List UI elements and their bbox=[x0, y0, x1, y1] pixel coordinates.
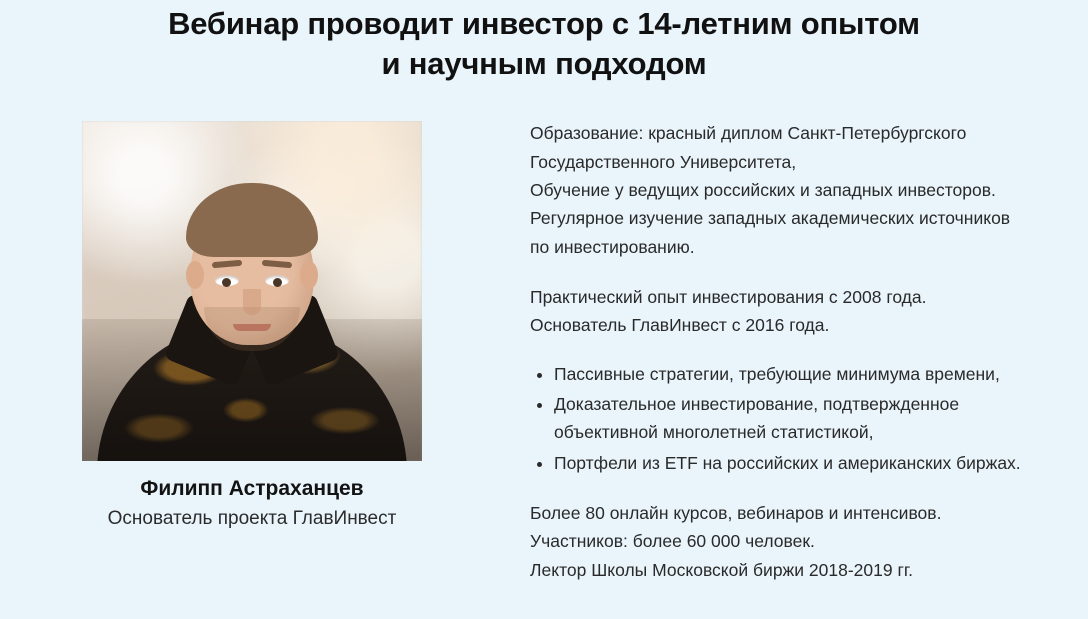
list-item: • Пассивные стратегии, требующие минимума времени, bbox=[554, 360, 1032, 388]
author-content bbox=[0, 83, 1088, 584]
author-bio bbox=[448, 113, 1032, 584]
portrait-nose bbox=[243, 289, 261, 315]
bio-experience bbox=[530, 283, 1032, 340]
bio-education-line-1: Образование: красный диплом Санкт-Петербургского bbox=[530, 123, 967, 144]
bio-education-line-3: Обучение у ведущих российских и западных инвесторов. bbox=[530, 180, 996, 201]
page-title-line-2: и научным подходом bbox=[381, 45, 707, 81]
bio-education-line-4: Регулярное изучение западных академических источников bbox=[530, 208, 1011, 229]
portrait-mouth bbox=[233, 324, 271, 331]
bio-education-line-5: по инвестированию. bbox=[530, 236, 695, 257]
page-title bbox=[0, 0, 1088, 83]
bio-bullet-list bbox=[530, 360, 1032, 477]
bio-education-line-2: Государственного Университета, bbox=[530, 151, 797, 172]
bio-stats-line-3: Лектор Школы Московской биржи 2018-2019 гг. bbox=[530, 559, 913, 580]
author-profile bbox=[56, 113, 448, 530]
bio-experience-line-1: Практический опыт инвестирования с 2008 года. bbox=[530, 287, 927, 308]
author-role: Основатель проекта ГлавИнвест bbox=[107, 508, 397, 530]
bio-stats-lines bbox=[530, 499, 1032, 584]
author-photo bbox=[82, 121, 422, 461]
bio-stats-line-2: Участников: более 60 000 человек. bbox=[530, 531, 815, 552]
page-title-line-1: Вебинар проводит инвестор с 14-летним опытом bbox=[168, 6, 920, 41]
bio-education bbox=[530, 119, 1032, 261]
list-item: • Портфели из ETF на российских и американских биржах. bbox=[554, 449, 1032, 477]
bio-stats-line-1: Более 80 онлайн курсов, вебинаров и интенсивов. bbox=[530, 503, 942, 524]
bio-stats bbox=[530, 499, 1032, 584]
author-name: Филипп Астраханцев bbox=[140, 477, 364, 501]
list-item: • Доказательное инвестирование, подтвержденное объективной многолетней статистикой, bbox=[554, 390, 1032, 447]
bio-experience-line-2: Основатель ГлавИнвест с 2016 года. bbox=[530, 315, 830, 336]
